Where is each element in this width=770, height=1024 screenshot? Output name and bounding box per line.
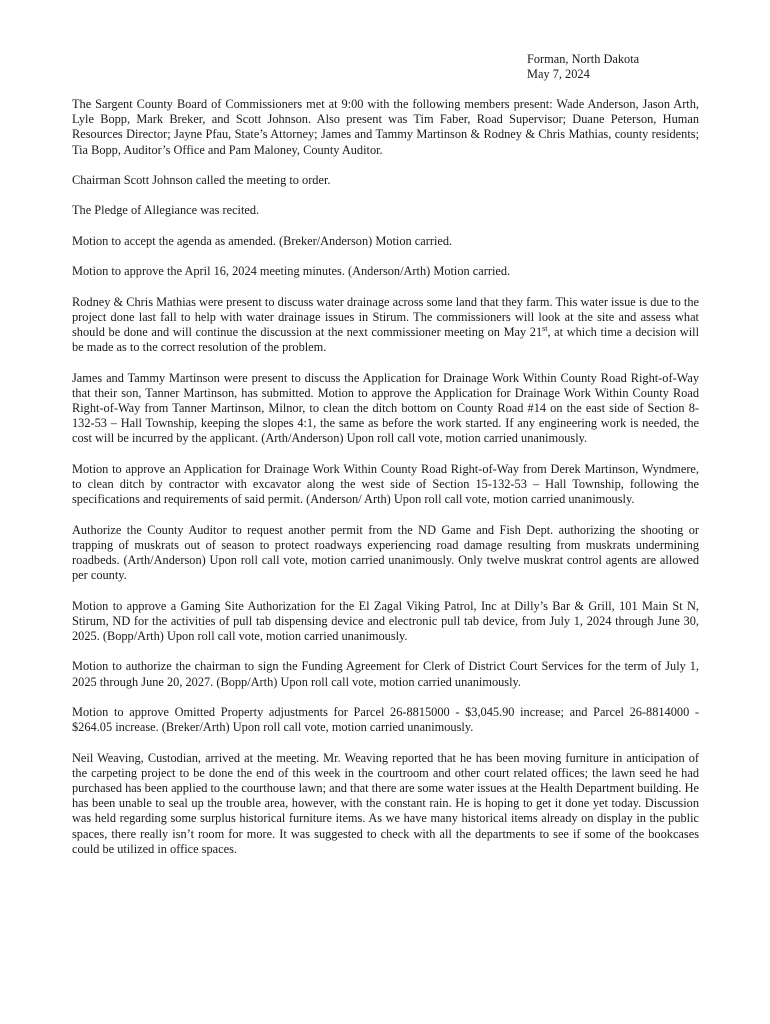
location: Forman, North Dakota [527, 52, 640, 66]
paragraph-omitted-property: Motion to approve Omitted Property adjustments for Parcel 26-8815000 - $3,045.90 increase; and Parcel 26-8814000 - $264.05 increase. (Breker/Arth) Upon roll call vote, motion carried unanimously. [72, 704, 699, 735]
paragraph-martinson-application: James and Tammy Martinson were present to discuss the Application for Drainage Work Within County Road Right-of-Way that their son, Tanner Martinson, has submitted. Motion to approve the Application for Drainage Work Within County Road Right-of-Way from Tanner Martinson, Milnor, to clean the ditch bottom on County Road #14 on the east side of Section 8-132-53 – Hall Township, keeping the slopes 4:1, the same as before the work started. If any engineering work is needed, the cost will be incurred by the applicant. (Arth/Anderson) Upon roll call vote, motion carried unanimously. [72, 370, 699, 446]
paragraph-minutes-motion: Motion to approve the April 16, 2024 meeting minutes. (Anderson/Arth) Motion carried. [72, 264, 511, 279]
paragraph-agenda-motion: Motion to accept the agenda as amended. (Breker/Anderson) Motion carried. [72, 233, 453, 248]
paragraph-mathias-drainage [72, 295, 699, 356]
paragraph-muskrat-permit: Authorize the County Auditor to request another permit from the ND Game and Fish Dept. authorizing the shooting or trapping of muskrats out of season to protect roadways experiencing road damage resulting from muskrats undermining roadbeds. (Arth/Anderson) Upon roll call vote, motion carried unanimously. Only twelve muskrat control agents are allowed per county. [72, 522, 699, 583]
paragraph-derek-martinson-motion: Motion to approve an Application for Drainage Work Within County Road Right-of-Way from Derek Martinson, Wyndmere, to clean ditch by contractor with excavator along the west side of Section 15-132-53 – Hall Township, following the specifications and requirements of said permit. (Anderson/ Arth) Upon roll call vote, motion carried unanimously. [72, 461, 699, 507]
paragraph-pledge: The Pledge of Allegiance was recited. [72, 203, 260, 218]
mathias-text-b: , at which time a decision will be made as to the correct resolution of the problem. [72, 324, 700, 355]
paragraph-gaming-site: Motion to approve a Gaming Site Authorization for the El Zagal Viking Patrol, Inc at Dilly’s Bar & Grill, 101 Main St N, Stirum, ND for the activities of pull tab dispensing device and electronic pull tab device, from July 1, 2024 through June 30, 2025. (Bopp/Arth) Upon roll call vote, motion carried unanimously. [72, 598, 699, 643]
mathias-text-a: Rodney & Chris Mathias were present to discuss water drainage across some land that they farm. This water issue is due to the project done last fall to help with water drainage issues in Stirum. The commissioners will look at the site and assess what should be done and will continue the discussion at the next commissioner meeting on May 21 [72, 294, 699, 339]
minutes-body [72, 97, 699, 872]
paragraph-call-to-order: Chairman Scott Johnson called the meeting to order. [72, 173, 331, 187]
paragraph-funding-agreement: Motion to authorize the chairman to sign the Funding Agreement for Clerk of District Court Services for the term of July 1, 2025 through June 20, 2027. (Bopp/Arth) Upon roll call vote, motion carried unanimously. [72, 659, 699, 689]
ordinal-suffix: st [542, 323, 548, 333]
meeting-date: May 7, 2024 [527, 67, 590, 82]
paragraph-attendance: The Sargent County Board of Commissioners met at 9:00 with the following members present: Wade Anderson, Jason Arth, Lyle Bopp, Mark Breker, and Scott Johnson. Also present was Tim Faber, Road Supervisor; Duane Peterson, Human Resources Director; Jayne Pfau, State’s Attorney; James and Tammy Martinson & Rodney & Chris Mathias, county residents; Tia Bopp, Auditor’s Office and Pam Maloney, County Auditor. [72, 97, 699, 157]
header-block [527, 52, 639, 82]
paragraph-custodian-report: Neil Weaving, Custodian, arrived at the meeting. Mr. Weaving reported that he has been moving furniture in anticipation of the carpeting project to be done the end of this week in the courtroom and other court related offices; the lawn seed he had purchased has been applied to the courthouse lawn; and that there are some water issues at the Health Department building. He has been unable to seal up the trouble area, however, with the constant rain. He is hoping to get it done yet today. Discussion was held regarding some surplus historical furniture items. As we have many historical items already on display in the public spaces, there really isn’t room for more. It was suggested to check with all the departments to see if some of the bookcases could be utilized in office spaces. [72, 750, 699, 856]
